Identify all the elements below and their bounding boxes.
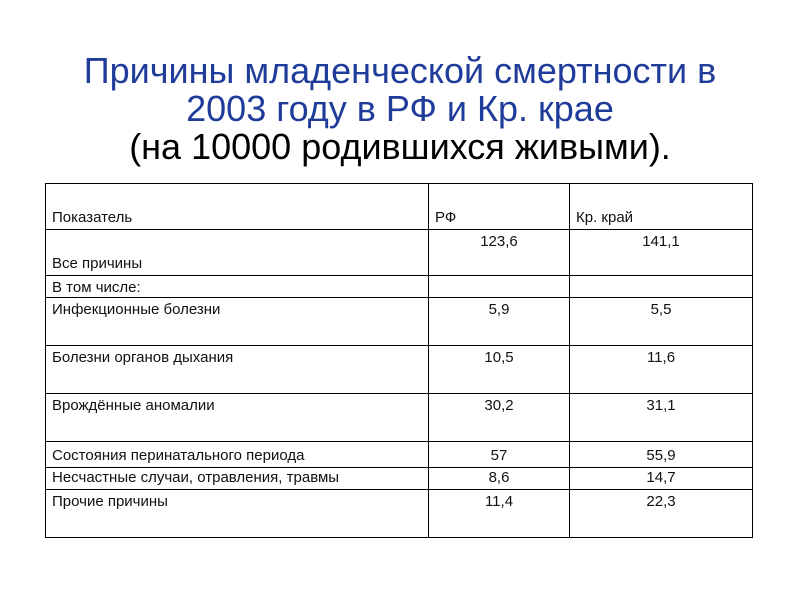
row-kr-value: 141,1 xyxy=(570,230,753,276)
row-kr-value: 55,9 xyxy=(570,442,753,468)
table-row xyxy=(46,442,753,468)
row-label: Прочие причины xyxy=(46,490,429,538)
row-kr-value: 11,6 xyxy=(570,346,753,394)
row-rf-value: 10,5 xyxy=(429,346,570,394)
row-label: В том числе: xyxy=(46,276,429,298)
table-row xyxy=(46,230,753,276)
row-rf-value: 8,6 xyxy=(429,468,570,490)
row-kr-value: 31,1 xyxy=(570,394,753,442)
row-rf-value xyxy=(429,276,570,298)
row-kr-value xyxy=(570,276,753,298)
row-kr-value: 22,3 xyxy=(570,490,753,538)
row-label: Все причины xyxy=(46,230,429,276)
table-header-row xyxy=(46,184,753,230)
row-rf-value: 123,6 xyxy=(429,230,570,276)
title-line-1: Причины младенческой смертности в xyxy=(83,50,717,91)
slide-title xyxy=(0,52,800,166)
header-indicator: Показатель xyxy=(46,184,429,230)
row-rf-value: 11,4 xyxy=(429,490,570,538)
header-kr: Кр. край xyxy=(570,184,753,230)
table-row xyxy=(46,468,753,490)
row-rf-value: 30,2 xyxy=(429,394,570,442)
row-rf-value: 5,9 xyxy=(429,298,570,346)
row-label: Инфекционные болезни xyxy=(46,298,429,346)
row-rf-value: 57 xyxy=(429,442,570,468)
title-line-2: 2003 году в РФ и Кр. крае xyxy=(186,88,614,129)
row-label: Врождённые аномалии xyxy=(46,394,429,442)
row-kr-value: 5,5 xyxy=(570,298,753,346)
table-row xyxy=(46,346,753,394)
mortality-table xyxy=(45,183,753,538)
header-rf: РФ xyxy=(429,184,570,230)
table-row xyxy=(46,490,753,538)
row-label: Несчастные случаи, отравления, травмы xyxy=(46,468,429,490)
table-row xyxy=(46,298,753,346)
row-label: Состояния перинатального периода xyxy=(46,442,429,468)
table-row xyxy=(46,394,753,442)
title-line-3: (на 10000 родившихся живыми). xyxy=(129,126,671,167)
table-row xyxy=(46,276,753,298)
row-kr-value: 14,7 xyxy=(570,468,753,490)
row-label: Болезни органов дыхания xyxy=(46,346,429,394)
